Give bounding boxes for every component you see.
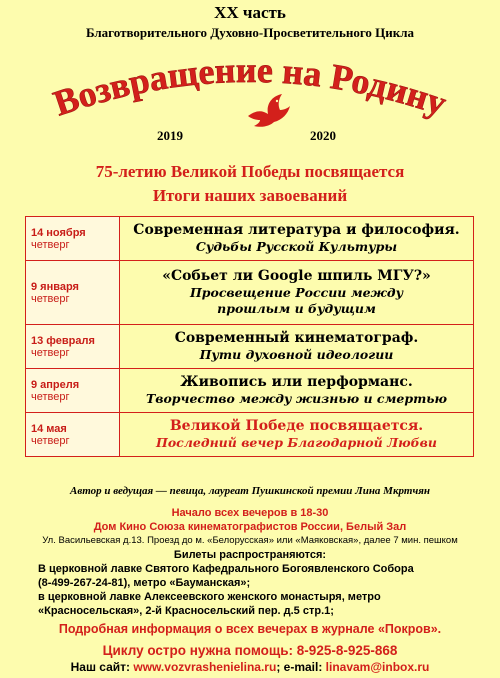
schedule-date: 9 апреля xyxy=(31,378,80,391)
tickets-heading: Билеты распространяются: xyxy=(173,549,327,561)
author-line: Автор и ведущая — певица, лауреат Пушкинской премии Лина Мкртчян xyxy=(69,485,430,497)
schedule-subtitle: Судьбы Русской Культуры xyxy=(195,239,398,254)
email-link[interactable]: linavam@inbox.ru xyxy=(325,660,430,674)
schedule-subtitle: Творчество между жизнью и смертью xyxy=(145,391,448,406)
dedication-line1: 75-летию Великой Победы посвящается xyxy=(95,162,405,181)
schedule-subtitle: Пути духовной идеологии xyxy=(199,347,394,362)
tickets-line1: В церковной лавке Святого Кафедрального Богоявленского Собора xyxy=(38,563,414,575)
schedule-topic-cell xyxy=(120,413,474,457)
dedication-line2: Итоги наших завоеваний xyxy=(152,186,348,205)
venue-place: Дом Кино Союза кинематографистов России, Белый Зал xyxy=(93,521,407,533)
help-line: Циклу остро нужна помощь: 8-925-8-925-868 xyxy=(102,643,398,658)
year-left: 2019 xyxy=(157,128,183,143)
more-info: Подробная информация о всех вечерах в журнале «Покров». xyxy=(58,622,442,636)
site-link[interactable]: www.vozvrashenielina.ru xyxy=(133,660,277,674)
schedule-weekday: четверг xyxy=(31,434,70,447)
start-time: Начало всех вечеров в 18-30 xyxy=(171,507,329,519)
schedule-weekday: четверг xyxy=(31,390,70,403)
schedule-date-cell xyxy=(26,325,120,369)
schedule-row xyxy=(26,261,474,325)
tickets-line2: (8-499-267-24-81), метро «Бауманская»; xyxy=(38,577,251,589)
part-title: XX часть xyxy=(214,3,286,22)
schedule-topic-cell xyxy=(120,217,474,261)
schedule-title: Великой Победе посвящается. xyxy=(169,418,424,434)
schedule-date-cell xyxy=(26,413,120,457)
schedule-subtitle: Последний вечер Благодарной Любви xyxy=(156,435,437,450)
email-label: ; e-mail: xyxy=(276,660,326,674)
schedule-row xyxy=(26,369,474,413)
schedule-weekday: четверг xyxy=(31,292,70,305)
schedule-title: Современная литература и философия. xyxy=(133,222,460,238)
schedule-date-cell xyxy=(26,217,120,261)
schedule-date-cell xyxy=(26,369,120,413)
schedule-subtitle-2: прошлым и будущим xyxy=(217,301,376,316)
schedule-topic-cell xyxy=(120,369,474,413)
dove-icon xyxy=(244,92,292,132)
schedule-weekday: четверг xyxy=(31,346,70,359)
schedule-row xyxy=(26,325,474,369)
schedule-date: 14 мая xyxy=(31,422,67,435)
schedule-subtitle: Просвещение России между xyxy=(189,285,404,300)
schedule-date-cell xyxy=(26,261,120,325)
schedule-date: 9 января xyxy=(31,280,79,293)
schedule-title: Живопись или перформанс. xyxy=(180,374,413,390)
schedule-topic-cell xyxy=(120,261,474,325)
schedule-date: 13 февраля xyxy=(31,334,95,347)
schedule-title: Современный кинематограф. xyxy=(174,330,419,346)
venue-address: Ул. Васильевская д.13. Проезд до м. «Белорусская» или «Маяковская», далее 7 мин. пешком xyxy=(42,535,458,546)
schedule-title: «Собьет ли Google шпиль МГУ?» xyxy=(162,268,431,284)
tickets-line3: в церковной лавке Алексеевского женского монастыря, метро xyxy=(38,591,381,603)
cycle-title: Благотворительного Духовно-Просветительного Цикла xyxy=(85,25,415,40)
schedule-topic-cell xyxy=(120,325,474,369)
schedule-table xyxy=(25,216,474,457)
tickets-line4: «Красносельская», 2-й Красносельский пер. д.5 стр.1; xyxy=(38,605,334,617)
schedule-weekday: четверг xyxy=(31,238,70,251)
contact-line xyxy=(0,660,500,674)
schedule-row xyxy=(26,413,474,457)
schedule-date: 14 ноября xyxy=(31,226,86,239)
site-label: Наш сайт: xyxy=(70,660,134,674)
schedule-row xyxy=(26,217,474,261)
main-title-text: Возвращение на Родину xyxy=(48,49,452,124)
year-right: 2020 xyxy=(310,128,336,143)
